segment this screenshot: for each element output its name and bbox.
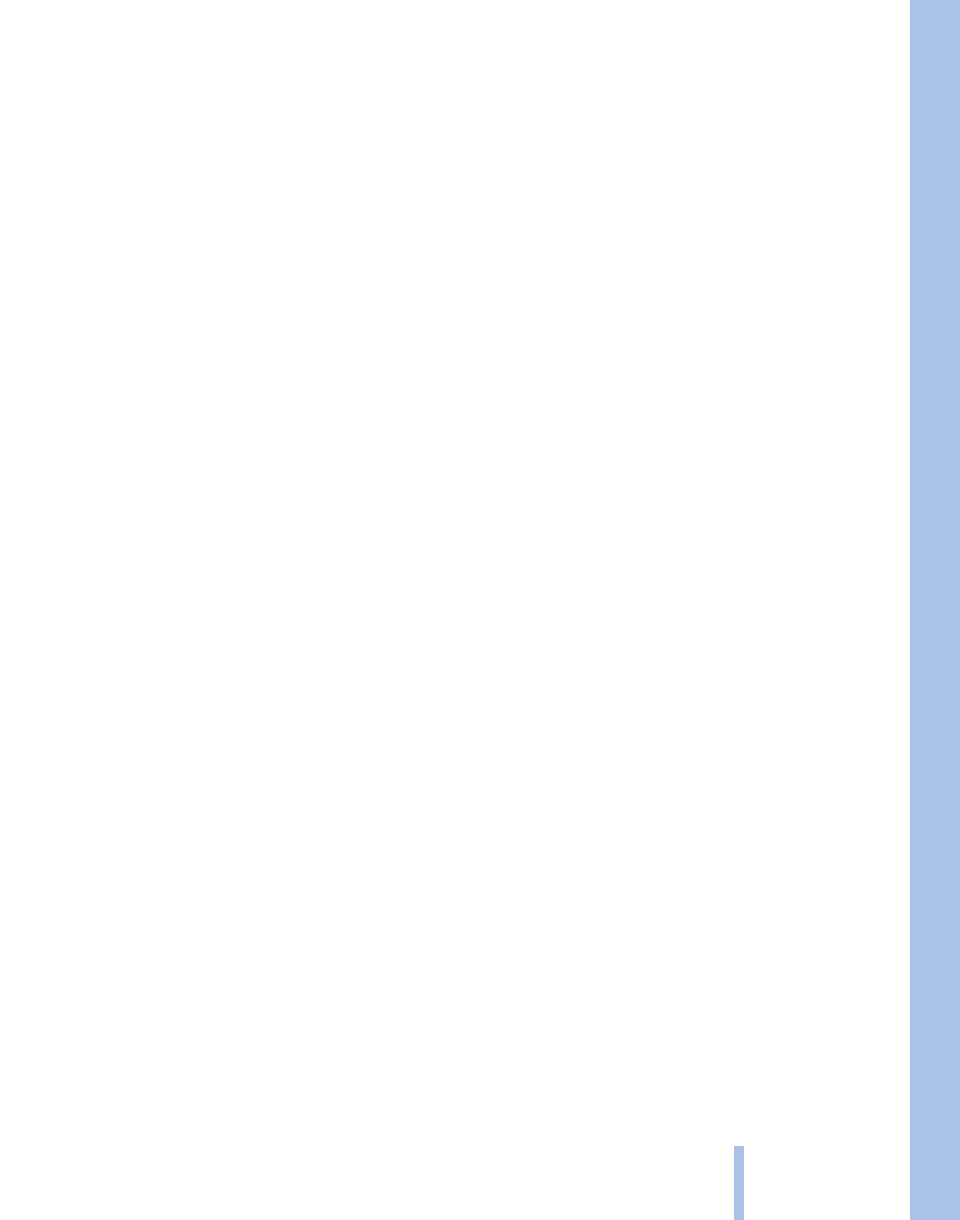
chapter-sidebar (910, 0, 960, 1220)
page-number-bar (734, 1146, 744, 1220)
